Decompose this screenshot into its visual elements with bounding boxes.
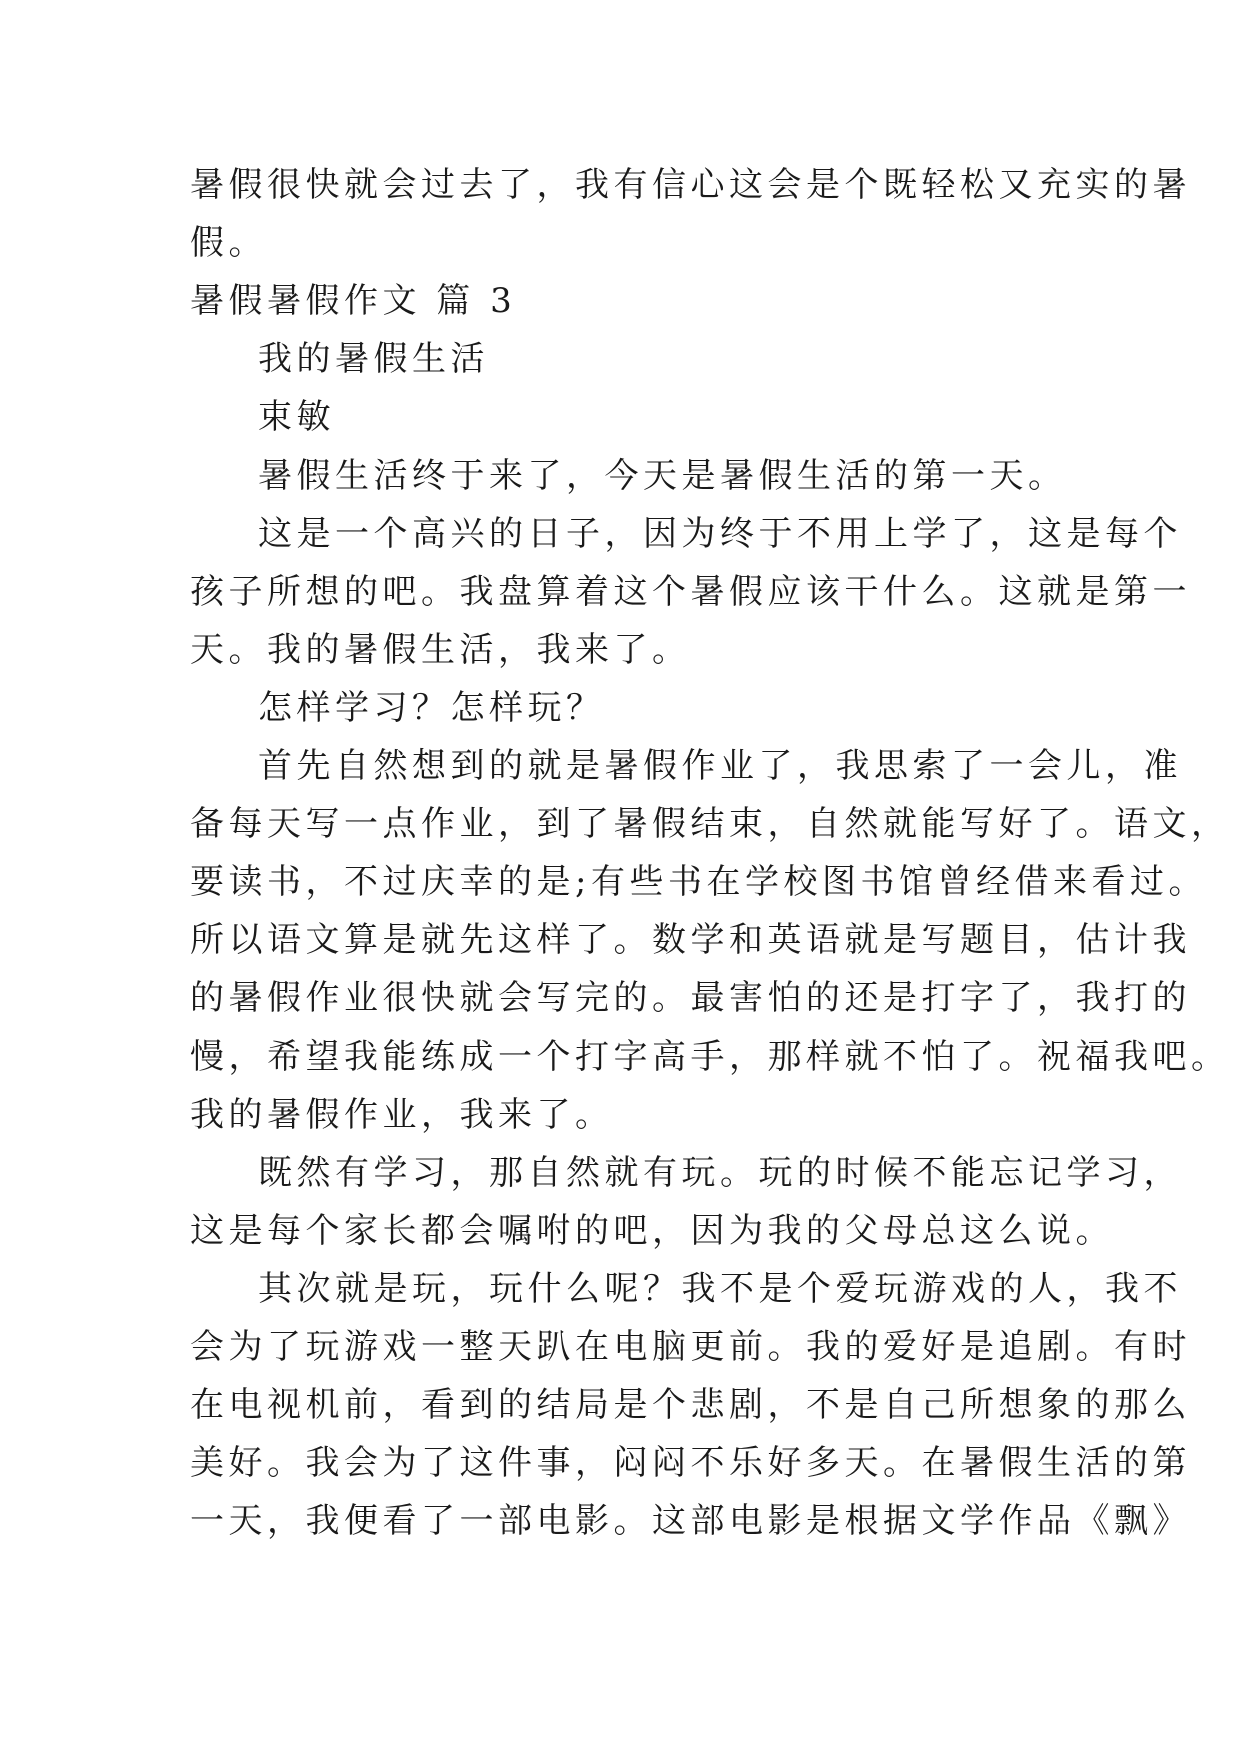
paragraph-line: 一天，我便看了一部电影。这部电影是根据文学作品《飘》 [190,1501,1191,1541]
paragraph-line: 怎样学习？怎样玩？ [258,688,605,728]
paragraph-line: 孩子所想的吧。我盘算着这个暑假应该干什么。这就是第一 [190,572,1191,612]
paragraph-line: 在电视机前，看到的结局是个悲剧，不是自己所想象的那么 [190,1385,1191,1425]
paragraph-line: 假。 [190,223,267,263]
paragraph-line: 美好。我会为了这件事，闷闷不乐好多天。在暑假生活的第 [190,1443,1191,1483]
paragraph-line: 暑假很快就会过去了，我有信心这会是个既轻松又充实的暑 [190,165,1191,205]
paragraph-line: 这是一个高兴的日子，因为终于不用上学了，这是每个 [258,514,1182,554]
author-name: 束敏 [258,397,335,437]
paragraph-line: 慢，希望我能练成一个打字高手，那样就不怕了。祝福我吧。 [190,1037,1230,1077]
section-heading: 暑假暑假作文 篇 3 [190,281,517,321]
paragraph-line: 我的暑假作业，我来了。 [190,1095,614,1135]
paragraph-line: 首先自然想到的就是暑假作业了，我思索了一会儿，准 [258,746,1182,786]
paragraph-line: 其次就是玩，玩什么呢？我不是个爱玩游戏的人，我不 [258,1269,1182,1309]
paragraph-line: 天。我的暑假生活，我来了。 [190,630,691,670]
paragraph-line: 暑假生活终于来了，今天是暑假生活的第一天。 [258,456,1067,496]
paragraph-line: 的暑假作业很快就会写完的。最害怕的还是打字了，我打的 [190,978,1191,1018]
paragraph-line: 会为了玩游戏一整天趴在电脑更前。我的爱好是追剧。有时 [190,1327,1191,1367]
article-title: 我的暑假生活 [258,339,489,379]
paragraph-line: 既然有学习，那自然就有玩。玩的时候不能忘记学习， [258,1153,1182,1193]
paragraph-line: 这是每个家长都会嘱咐的吧，因为我的父母总这么说。 [190,1211,1114,1251]
paragraph-line: 备每天写一点作业，到了暑假结束，自然就能写好了。语文， [190,804,1230,844]
paragraph-line: 要读书，不过庆幸的是;有些书在学校图书馆曾经借来看过。 [190,862,1207,902]
paragraph-line: 所以语文算是就先这样了。数学和英语就是写题目，估计我 [190,920,1191,960]
